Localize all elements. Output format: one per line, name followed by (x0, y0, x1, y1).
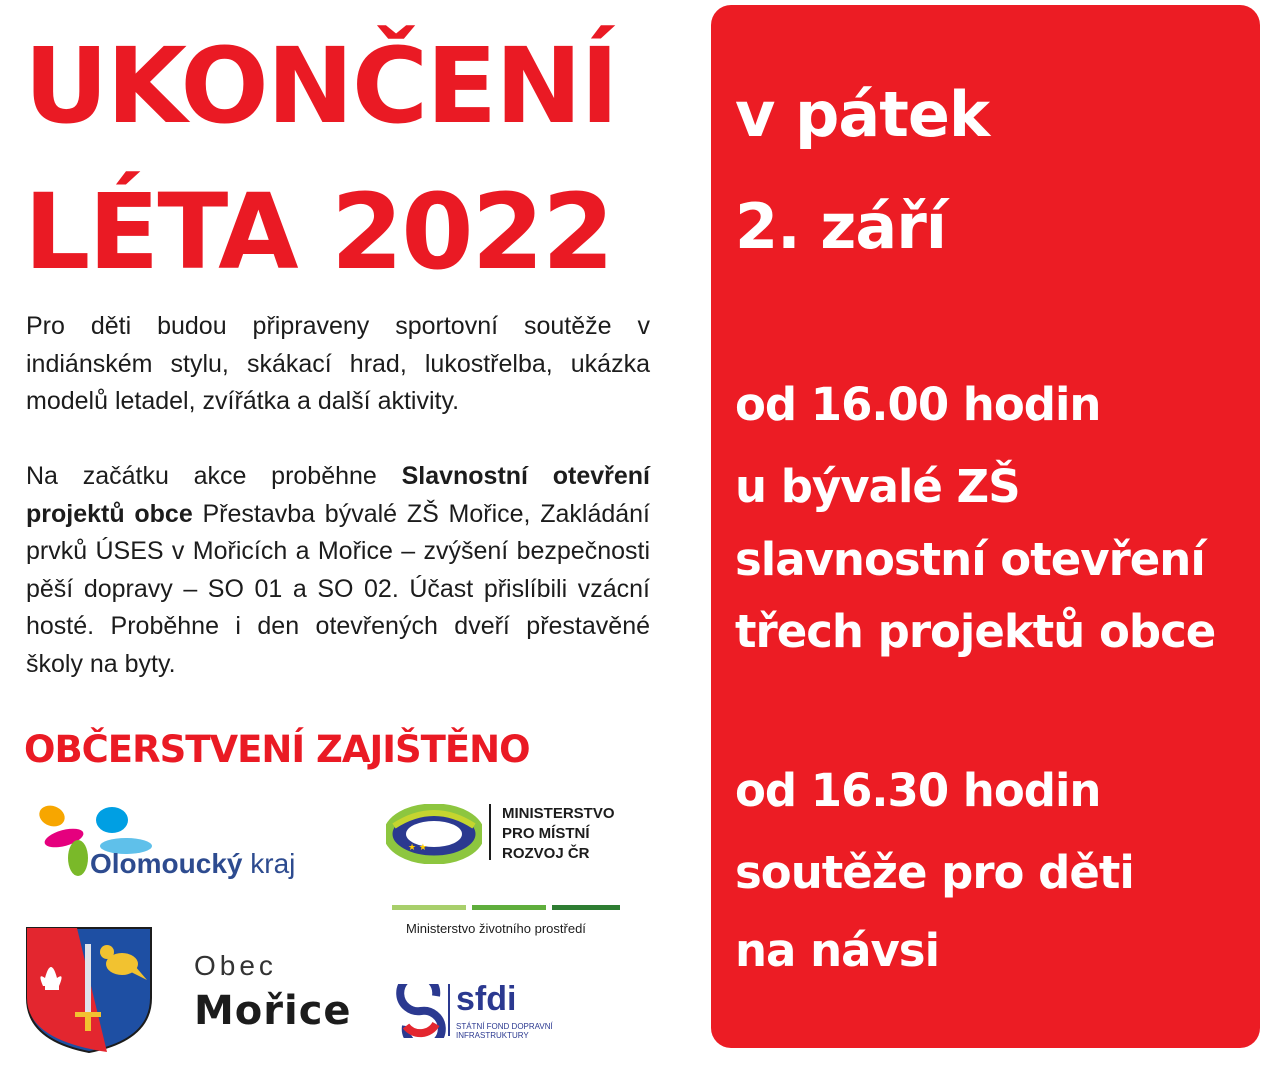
sfdi-name: sfdi (456, 980, 517, 1018)
panel-date: 2. září (735, 190, 947, 263)
mzp-bar-dark (552, 905, 620, 910)
coat-of-arms-icon (25, 926, 153, 1054)
activities-paragraph: Pro děti budou připraveny sportovní soutěže v indiánském stylu, skákací hrad, lukostřelba, ukázka modelů letadel, zvířátka a další aktivity. (26, 312, 650, 415)
mmr-line-1: MINISTERSTVO (502, 805, 615, 822)
svg-text:★ ★: ★ ★ (408, 843, 427, 853)
opening-paragraph-highlight: Slavnostní otevření projektů obce (26, 462, 650, 528)
mzp-name: Ministerstvo životního prostředí (406, 921, 586, 936)
mmr-line-3: ROZVOJ ČR (502, 845, 590, 862)
panel-day: v pátek (735, 78, 990, 151)
olomoucky-kraj-wordmark (90, 848, 295, 880)
sfdi-line-1: STÁTNÍ FOND DOPRAVNÍ (456, 1022, 553, 1031)
panel-event-2a: soutěže pro děti (735, 846, 1134, 899)
sfdi-line-2: INFRASTRUKTURY (456, 1031, 529, 1040)
panel-time-2: od 16.30 hodin (735, 764, 1101, 817)
mmr-divider (489, 804, 491, 860)
mzp-logo (392, 905, 627, 941)
title-line-2: LÉTA 2022 (24, 171, 613, 293)
morice-coat-of-arms (25, 926, 153, 1054)
olomoucky-kraj-logo (30, 798, 320, 888)
panel-event-1a: slavnostní otevření (735, 533, 1205, 586)
title-line-1: UKONČENÍ (24, 25, 617, 147)
olomoucky-word: Olomoucký (90, 848, 243, 879)
obec-name: Mořice (194, 988, 352, 1034)
sfdi-s-icon (396, 984, 446, 1038)
panel-event-1b: třech projektů obce (735, 605, 1216, 658)
panel-event-2b: na návsi (735, 924, 940, 977)
mzp-bar-light (392, 905, 466, 910)
mmr-logo (386, 800, 646, 870)
panel-time-1: od 16.00 hodin (735, 378, 1101, 431)
opening-paragraph-rest: Přestavba bývalé ZŠ Mořice, Zakládání prvků ÚSES v Mořicích a Mořice – zvýšení bezpečnosti pěší dopravy – SO 01 a SO 02. Účast přislíbili vzácní hosté. Proběhne i den otevřených dveří přestavěné školy na byty. (26, 499, 651, 678)
sfdi-logo (396, 980, 556, 1044)
sfdi-divider (448, 984, 450, 1036)
opening-paragraph-start: Na začátku akce proběhne (26, 462, 402, 490)
refreshment-heading: OBČERSTVENÍ ZAJIŠTĚNO (24, 728, 530, 771)
panel-place-1: u bývalé ZŠ (735, 460, 1020, 513)
mmr-line-2: PRO MÍSTNÍ (502, 825, 590, 842)
kraj-word: kraj (242, 848, 296, 879)
opening-paragraph (26, 458, 650, 683)
obec-label: Obec (194, 950, 277, 981)
mmr-emblem-icon (386, 804, 482, 864)
mzp-bar-mid (472, 905, 546, 910)
